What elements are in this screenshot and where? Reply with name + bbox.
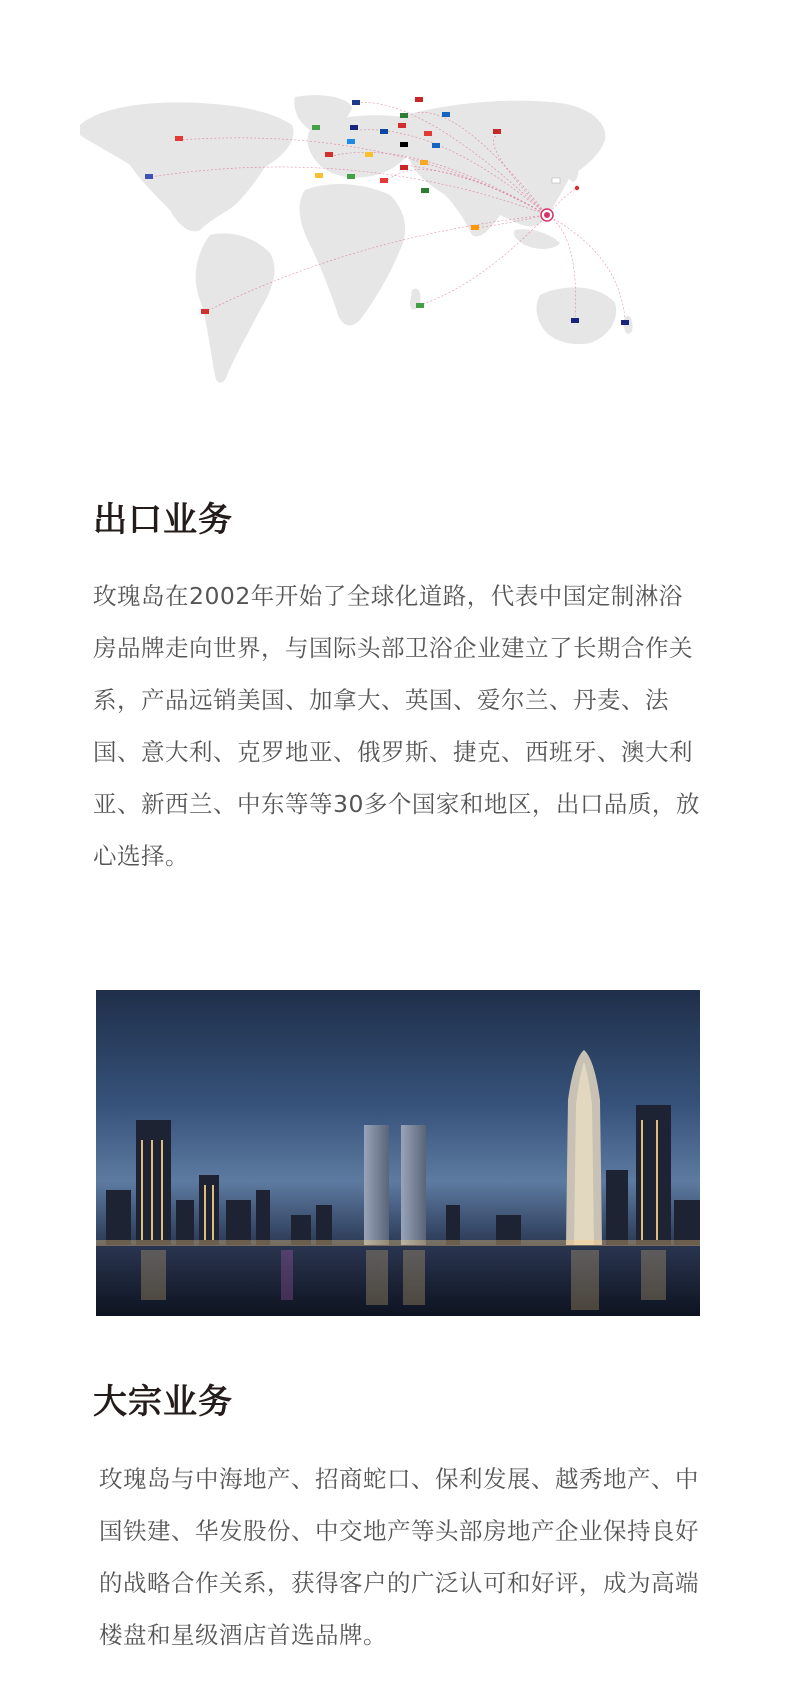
world-export-map <box>60 85 660 415</box>
continents <box>80 95 633 383</box>
export-title: 出口业务 <box>93 500 233 540</box>
bulk-description: 玫瑰岛与中海地产、招商蛇口、保利发展、越秀地产、中国铁建、华发股份、中交地产等头部房地产企业保持良好的战略合作关系，获得客户的广泛认可和好评，成为高端楼盘和星级酒店首选品牌。 <box>99 1465 699 1649</box>
hub-marker <box>541 209 553 221</box>
bulk-title: 大宗业务 <box>93 1382 233 1422</box>
export-description: 玫瑰岛在2002年开始了全球化道路，代表中国定制淋浴房品牌走向世界，与国际头部卫浴企业建立了长期合作关系，产品远销美国、加拿大、英国、爱尔兰、丹麦、法国、意大利、克罗地亚、俄罗斯、捷克、西班牙、澳大利亚、新西兰、中东等等30多个国家和地区，出口品质，放心选择。 <box>93 582 700 870</box>
city-skyline-photo <box>96 990 700 1316</box>
